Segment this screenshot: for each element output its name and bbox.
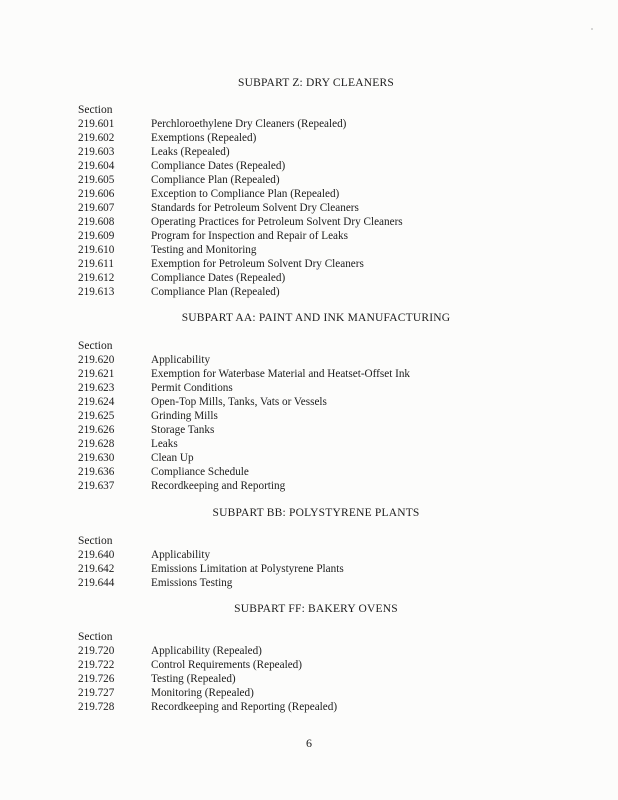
list-item: 219.623 Permit Conditions: [78, 382, 233, 394]
list-item: 219.727 Monitoring (Repealed): [78, 687, 254, 699]
list-item: 219.602 Exemptions (Repealed): [78, 132, 257, 144]
list-item: 219.601 Perchloroethylene Dry Cleaners (Repealed): [78, 118, 347, 130]
list-item: 219.613 Compliance Plan (Repealed): [78, 286, 280, 298]
list-item: 219.608 Operating Practices for Petroleum Solvent Dry Cleaners: [78, 216, 403, 228]
list-item: 219.726 Testing (Repealed): [78, 673, 236, 685]
list-item: 219.620 Applicability: [78, 354, 211, 366]
list-item: 219.626 Storage Tanks: [78, 424, 215, 436]
list-item: 219.637 Recordkeeping and Reporting: [78, 480, 286, 492]
list-item: 219.644 Emissions Testing: [78, 577, 233, 589]
subpart-z-section-label: Section: [78, 104, 113, 116]
list-item: 219.607 Standards for Petroleum Solvent Dry Cleaners: [78, 202, 359, 214]
subpart-aa-section-label: Section: [78, 340, 113, 352]
list-item: 219.612 Compliance Dates (Repealed): [78, 272, 286, 284]
subpart-bb-section-label: Section: [78, 535, 113, 547]
list-item: 219.642 Emissions Limitation at Polystyrene Plants: [78, 563, 344, 575]
scan-speck: [591, 28, 593, 30]
list-item: 219.606 Exception to Compliance Plan (Repealed): [78, 188, 340, 200]
list-item: 219.728 Recordkeeping and Reporting (Repealed): [78, 701, 338, 713]
subpart-bb-heading: SUBPART BB: POLYSTYRENE PLANTS: [212, 507, 420, 519]
list-item: 219.630 Clean Up: [78, 452, 194, 464]
list-item: 219.640 Applicability: [78, 549, 211, 561]
list-item: 219.611 Exemption for Petroleum Solvent Dry Cleaners: [78, 258, 364, 270]
list-item: 219.636 Compliance Schedule: [78, 466, 249, 478]
list-item: 219.605 Compliance Plan (Repealed): [78, 174, 280, 186]
list-item: 219.604 Compliance Dates (Repealed): [78, 160, 286, 172]
list-item: 219.609 Program for Inspection and Repair of Leaks: [78, 230, 348, 242]
list-item: 219.628 Leaks: [78, 438, 178, 450]
list-item: 219.625 Grinding Mills: [78, 410, 218, 422]
list-item: 219.624 Open-Top Mills, Tanks, Vats or Vessels: [78, 396, 327, 408]
subpart-aa-heading: SUBPART AA: PAINT AND INK MANUFACTURING: [181, 312, 451, 324]
list-item: 219.722 Control Requirements (Repealed): [78, 659, 302, 671]
subpart-z-heading: SUBPART Z: DRY CLEANERS: [238, 77, 394, 89]
list-item: 219.603 Leaks (Repealed): [78, 146, 230, 158]
list-item: 219.720 Applicability (Repealed): [78, 645, 262, 657]
subpart-ff-section-label: Section: [78, 631, 113, 643]
subpart-ff-heading: SUBPART FF: BAKERY OVENS: [234, 603, 398, 615]
list-item: 219.610 Testing and Monitoring: [78, 244, 257, 256]
list-item: 219.621 Exemption for Waterbase Material and Heatset-Offset Ink: [78, 368, 411, 380]
page-number: 6: [306, 736, 312, 750]
